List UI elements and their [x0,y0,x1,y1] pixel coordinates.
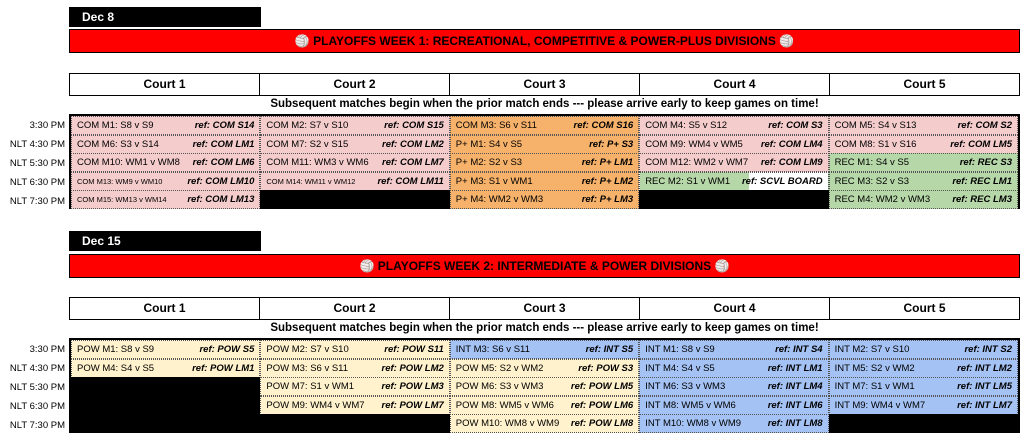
match-label: COM M13: WM9 v WM10 [77,176,163,186]
match-cell [829,359,1018,378]
match-cell [71,135,260,154]
referee-label: ref: INT LM5 [957,381,1012,393]
referee-label: ref: P+ LM3 [581,194,634,206]
time-label: NLT 5:30 PM [9,158,65,169]
match-label: COM M2: S7 v S10 [266,120,349,131]
week2-date-tab [69,231,261,251]
match-cell [639,377,828,396]
match-label: POW M7: S1 v WM1 [266,381,355,393]
match-cell [829,340,1018,359]
match-label: REC M2: S1 v WM1 [645,175,731,187]
referee-label: ref: INT S2 [964,344,1012,355]
match-cell [639,116,828,135]
court-1-header: Court 1 [70,74,260,95]
match-cell [450,377,639,396]
week1-date: Dec 8 [82,10,115,24]
empty-slot [71,377,260,396]
schedule-row [71,153,1018,172]
match-label: COM M1: S8 v S9 [77,120,154,131]
match-cell [829,377,1018,396]
schedule-row [71,359,1018,378]
referee-label: ref: COM LM10 [187,175,255,187]
match-label: POW M2: S7 v S10 [266,344,349,355]
week2-title: 🏐 PLAYOFFS WEEK 2: INTERMEDIATE & POWER DIVISIONS 🏐 [359,259,730,273]
week2-note: Subsequent matches begin when the prior match ends --- please arrive early to keep games on time! [270,322,819,334]
match-label: COM M3: S6 v S11 [455,120,537,131]
referee-label: ref: INT LM7 [957,399,1012,411]
referee-label: ref: COM LM7 [382,157,444,169]
match-cell [71,359,260,378]
match-cell [260,116,449,135]
referee-label: ref: P+ LM2 [581,175,634,187]
referee-label: ref: COM LM5 [950,138,1012,150]
match-cell [260,172,449,191]
match-label: INT M4: S4 v S5 [645,362,715,374]
referee-label: ref: POW LM3 [381,381,444,393]
referee-label: ref: COM LM1 [192,138,255,150]
match-cell [71,116,260,135]
referee-label: ref: INT S5 [585,344,634,355]
match-label: POW M1: S8 v S9 [77,344,155,355]
referee-label: ref: POW S11 [384,344,444,355]
match-label: INT M2: S7 v S10 [834,344,910,355]
match-cell [71,153,260,172]
schedule-row [71,172,1018,191]
schedule-row [71,377,1018,396]
match-cell [71,340,260,359]
referee-label: ref: COM LM6 [192,157,255,169]
match-cell [450,340,639,359]
match-label: POW M4: S4 v S5 [77,362,155,374]
time-label: NLT 6:30 PM [9,401,65,412]
schedule-row [71,414,1018,433]
match-label: INT M7: S1 v WM1 [834,381,915,393]
referee-label: ref: COM LM2 [382,138,444,150]
match-cell [639,153,828,172]
referee-label: ref: REC LM3 [952,194,1012,206]
match-cell [450,396,639,415]
court-5-header: Court 5 [903,301,946,315]
match-cell [829,396,1018,415]
court-2-header: Court 2 [260,298,450,319]
week2-court-header [69,297,1020,320]
referee-label: ref: INT LM4 [767,381,823,393]
match-cell [260,396,449,415]
referee-label: ref: POW S3 [578,362,634,374]
match-label: INT M5: S2 v WM2 [834,362,915,374]
referee-label: ref: P+ LM1 [581,157,634,169]
match-label: REC M3: S2 v S3 [834,175,910,187]
match-label: COM M6: S3 v S14 [77,138,159,150]
match-label: COM M4: S5 v S12 [645,120,728,131]
schedule-row [71,340,1018,359]
match-cell [260,359,449,378]
week1-note: Subsequent matches begin when the prior match ends --- please arrive early to keep games on time! [270,98,819,110]
match-label: REC M1: S4 v S5 [834,157,910,169]
empty-slot [829,414,1018,433]
match-label: COM M14: WM11 v WM12 [266,176,356,186]
match-cell [639,172,828,191]
match-cell [71,190,260,209]
match-cell [450,116,639,135]
schedule-row [71,396,1018,415]
court-4-header: Court 4 [640,298,830,319]
match-label: COM M9: WM4 v WM5 [645,138,743,150]
court-4-header: Court 4 [640,74,830,95]
court-1-header: Court 1 [70,298,260,319]
match-cell [829,116,1018,135]
match-cell [71,172,260,191]
schedule-row [71,190,1018,209]
match-label: COM M8: S1 v S16 [834,138,917,150]
match-cell [450,414,639,433]
match-label: INT M9: WM4 v WM7 [834,399,926,411]
match-cell [450,135,639,154]
time-label: NLT 7:30 PM [9,196,65,207]
referee-label: ref: REC LM1 [952,175,1012,187]
match-cell [829,190,1018,209]
time-label: NLT 4:30 PM [9,139,65,150]
referee-label: ref: POW LM7 [381,399,444,411]
match-label: P+ M3: S1 v WM1 [455,175,533,187]
match-label: COM M5: S4 v S13 [834,120,917,131]
week1-date-tab [69,7,261,27]
week2-schedule-grid [69,338,1020,433]
match-cell [260,135,449,154]
match-cell [639,340,828,359]
empty-slot [71,414,260,433]
time-label: NLT 7:30 PM [9,420,65,431]
match-label: INT M1: S8 v S9 [645,344,715,355]
empty-slot [260,190,449,209]
match-cell [639,135,828,154]
match-label: P+ M1: S4 v S5 [455,138,523,150]
match-label: INT M10: WM8 v WM9 [645,418,742,430]
week2-title-banner [69,254,1020,278]
court-2-header: Court 2 [260,74,450,95]
court-3-header: Court 3 [450,298,640,319]
schedule-row [71,116,1018,135]
match-label: POW M10: WM8 v WM9 [455,418,560,430]
schedule-row [71,135,1018,154]
match-cell [829,172,1018,191]
referee-label: ref: POW LM1 [192,362,255,374]
match-label: POW M9: WM4 v WM7 [266,399,365,411]
match-cell [829,153,1018,172]
match-cell [639,359,828,378]
referee-label: ref: INT LM2 [957,362,1012,374]
week1-court-header [69,73,1020,96]
referee-label: ref: REC S3 [959,157,1012,169]
match-cell [450,153,639,172]
time-label: NLT 6:30 PM [9,177,65,188]
referee-label: ref: POW LM5 [570,381,634,393]
week1-title-banner [69,29,1020,53]
referee-label: ref: POW LM8 [570,418,634,430]
referee-label: ref: INT LM8 [767,418,823,430]
court-3-header: Court 3 [450,74,640,95]
referee-label: ref: COM S16 [573,120,634,131]
match-cell [639,414,828,433]
referee-label: ref: P+ S3 [589,138,634,150]
match-label: POW M6: S3 v WM3 [455,381,544,393]
match-label: COM M12: WM2 v WM7 [645,157,749,169]
referee-label: ref: COM LM11 [377,175,444,187]
referee-label: ref: COM S15 [384,120,444,131]
match-cell [450,190,639,209]
match-label: COM M10: WM1 v WM8 [77,157,180,169]
time-label: 3:30 PM [29,344,65,355]
referee-label: ref: COM LM13 [187,194,255,206]
referee-label: ref: COM S3 [768,120,823,131]
match-label: COM M11: WM3 v WM6 [266,157,369,169]
referee-label: ref: INT LM1 [767,362,823,374]
match-label: POW M3: S6 v S11 [266,362,349,374]
referee-label: ref: COM S14 [194,120,255,131]
match-label: POW M8: WM5 v WM6 [455,399,554,411]
empty-slot [639,190,828,209]
referee-label: ref: INT S4 [775,344,823,355]
match-label: COM M15: WM13 v WM14 [77,195,167,205]
match-label: REC M4: WM2 v WM3 [834,194,931,206]
match-label: INT M3: S6 v S11 [455,344,530,355]
time-label: NLT 4:30 PM [9,363,65,374]
match-label: INT M8: WM5 v WM6 [645,399,736,411]
match-label: COM M7: S2 v S15 [266,138,349,150]
week1-schedule-grid [69,114,1020,209]
week1-title: 🏐 PLAYOFFS WEEK 1: RECREATIONAL, COMPETITIVE & POWER-PLUS DIVISIONS 🏐 [294,34,795,48]
referee-label: ref: SCVL BOARD [741,175,823,187]
referee-label: ref: POW LM2 [381,362,444,374]
match-label: P+ M4: WM2 v WM3 [455,194,544,206]
referee-label: ref: POW LM6 [570,399,634,411]
match-label: INT M6: S3 v WM3 [645,381,726,393]
match-cell [829,135,1018,154]
empty-slot [260,414,449,433]
match-cell [639,396,828,415]
match-cell [260,153,449,172]
referee-label: ref: COM LM4 [760,138,823,150]
time-label: 3:30 PM [29,120,65,131]
match-cell [260,377,449,396]
match-label: P+ M2: S2 v S3 [455,157,523,169]
referee-label: ref: INT LM6 [767,399,823,411]
match-label: POW M5: S2 v WM2 [455,362,544,374]
week2-date: Dec 15 [82,234,121,248]
time-label: NLT 5:30 PM [9,382,65,393]
referee-label: ref: POW S5 [199,344,255,355]
referee-label: ref: COM S2 [957,120,1012,131]
referee-label: ref: COM LM9 [760,157,823,169]
court-5-header: Court 5 [903,77,946,91]
match-cell [450,172,639,191]
empty-slot [71,396,260,415]
match-cell [260,340,449,359]
match-cell [450,359,639,378]
